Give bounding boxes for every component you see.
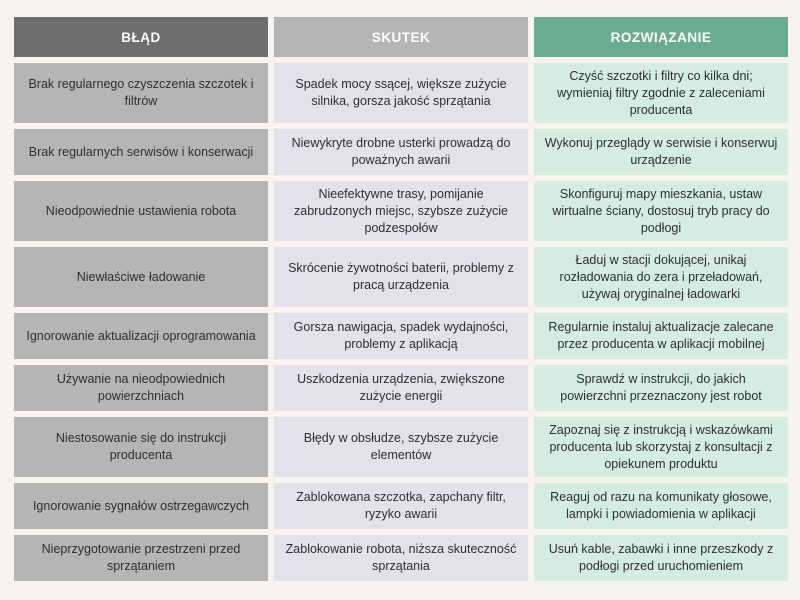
row-1-solution: Czyść szczotki i filtry co kilka dni; wymieniaj filtry zgodnie z zaleceniami producenta (534, 63, 788, 123)
row-9-effect: Zablokowanie robota, niższa skuteczność sprzątania (274, 535, 528, 581)
row-6-effect: Uszkodzenia urządzenia, zwiększone zużycie energii (274, 365, 528, 411)
row-5-effect: Gorsza nawigacja, spadek wydajności, problemy z aplikacją (274, 313, 528, 359)
row-8-effect: Zablokowana szczotka, zapchany filtr, ryzyko awarii (274, 483, 528, 529)
row-4-effect: Skrócenie żywotności baterii, problemy z pracą urządzenia (274, 247, 528, 307)
row-4-solution: Ładuj w stacji dokującej, unikaj rozładowania do zera i przeładowań, używaj oryginalnej ładowarki (534, 247, 788, 307)
header-effect: SKUTEK (274, 17, 528, 57)
row-5-error: Ignorowanie aktualizacji oprogramowania (14, 313, 268, 359)
header-solution: ROZWIĄZANIE (534, 17, 788, 57)
row-8-solution: Reaguj od razu na komunikaty głosowe, lampki i powiadomienia w aplikacji (534, 483, 788, 529)
row-2-effect: Niewykryte drobne usterki prowadzą do poważnych awarii (274, 129, 528, 175)
row-5-solution: Regularnie instaluj aktualizacje zalecane przez producenta w aplikacji mobilnej (534, 313, 788, 359)
row-8-error: Ignorowanie sygnałów ostrzegawczych (14, 483, 268, 529)
row-3-effect: Nieefektywne trasy, pomijanie zabrudzonych miejsc, szybsze zużycie podzespołów (274, 181, 528, 241)
header-error: BŁĄD (14, 17, 268, 57)
row-1-effect: Spadek mocy ssącej, większe zużycie silnika, gorsza jakość sprzątania (274, 63, 528, 123)
row-6-error: Używanie na nieodpowiednich powierzchniach (14, 365, 268, 411)
row-7-effect: Błędy w obsłudze, szybsze zużycie elementów (274, 417, 528, 477)
row-7-solution: Zapoznaj się z instrukcją i wskazówkami producenta lub skorzystaj z konsultacji z opiekunem produktu (534, 417, 788, 477)
row-9-solution: Usuń kable, zabawki i inne przeszkody z podłogi przed uruchomieniem (534, 535, 788, 581)
row-3-error: Nieodpowiednie ustawienia robota (14, 181, 268, 241)
row-1-error: Brak regularnego czyszczenia szczotek i filtrów (14, 63, 268, 123)
row-4-error: Niewłaściwe ładowanie (14, 247, 268, 307)
row-9-error: Nieprzygotowanie przestrzeni przed sprzątaniem (14, 535, 268, 581)
row-6-solution: Sprawdź w instrukcji, do jakich powierzchni przeznaczony jest robot (534, 365, 788, 411)
row-3-solution: Skonfiguruj mapy mieszkania, ustaw wirtualne ściany, dostosuj tryb pracy do podłogi (534, 181, 788, 241)
row-2-solution: Wykonuj przeglądy w serwisie i konserwuj urządzenie (534, 129, 788, 175)
errors-table (14, 17, 788, 581)
row-2-error: Brak regularnych serwisów i konserwacji (14, 129, 268, 175)
row-7-error: Niestosowanie się do instrukcji producenta (14, 417, 268, 477)
